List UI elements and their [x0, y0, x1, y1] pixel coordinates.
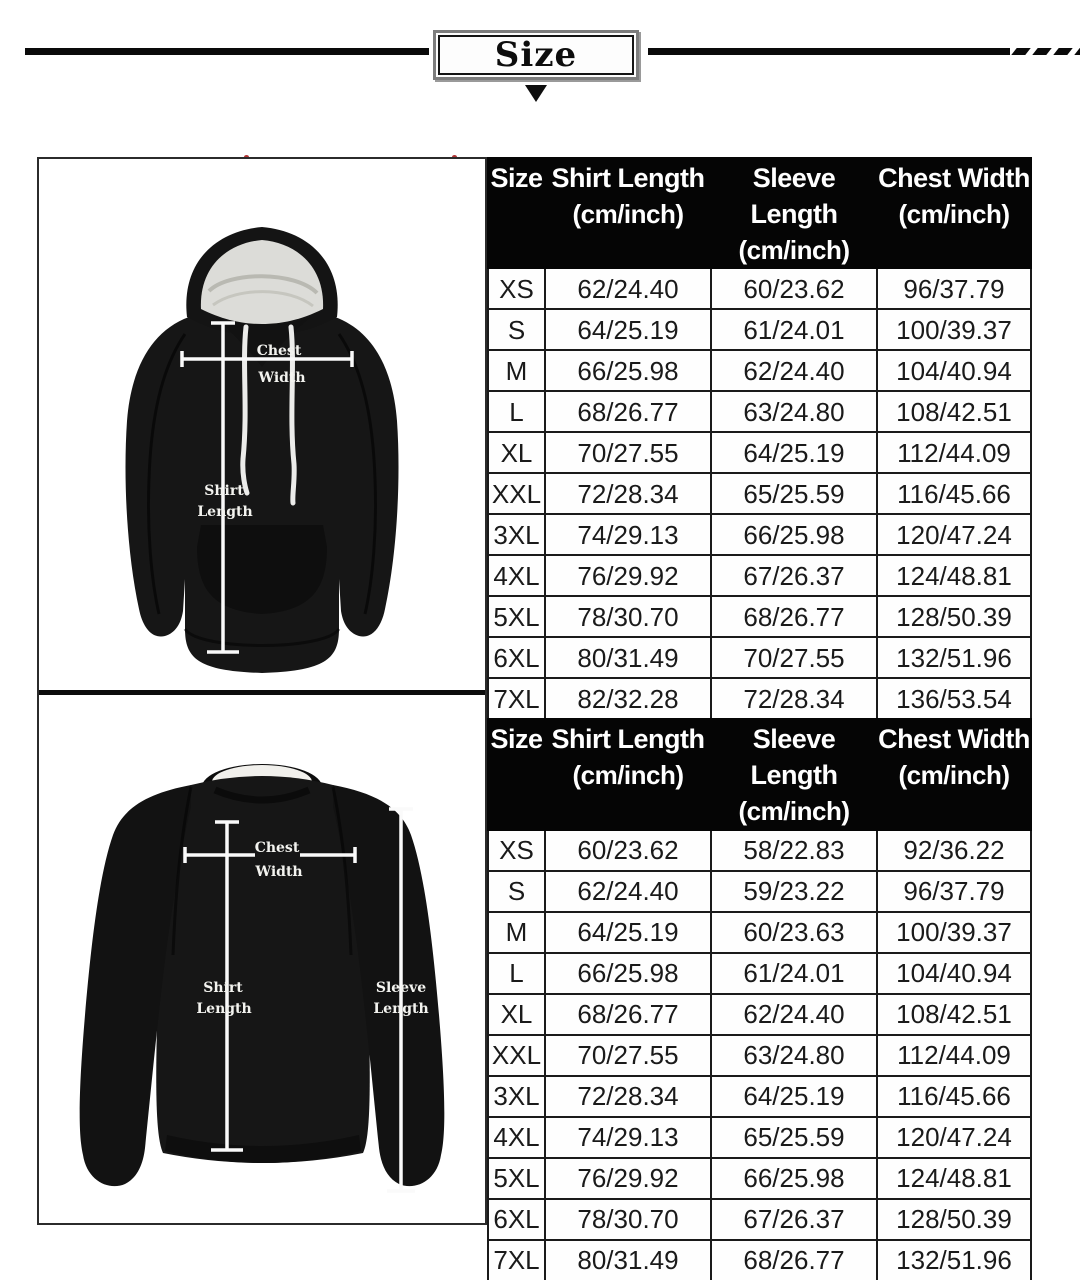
value-cell: 78/30.70	[545, 1199, 711, 1240]
value-cell: 112/44.09	[877, 432, 1031, 473]
hoodie-measurement-diagram	[39, 159, 485, 690]
value-cell: 66/25.98	[711, 1158, 877, 1199]
size-cell: XL	[488, 432, 545, 473]
value-cell: 61/24.01	[711, 953, 877, 994]
size-cell: XXL	[488, 1035, 545, 1076]
value-cell: 92/36.22	[877, 830, 1031, 871]
size-title-box	[433, 30, 639, 80]
value-cell: 128/50.39	[877, 1199, 1031, 1240]
table-row	[488, 350, 1031, 391]
value-cell: 132/51.96	[877, 637, 1031, 678]
shirt-length-label: Shirt	[203, 980, 243, 996]
page-title: Size	[494, 35, 578, 75]
chest-width-label: Width	[258, 370, 306, 386]
table-row	[488, 1240, 1031, 1280]
table-row	[488, 1117, 1031, 1158]
value-cell: 64/25.19	[711, 1076, 877, 1117]
header-rule-right	[648, 48, 1010, 55]
value-cell: 82/32.28	[545, 678, 711, 718]
value-cell: 74/29.13	[545, 1117, 711, 1158]
size-cell: M	[488, 912, 545, 953]
col-title: Shirt Length	[551, 724, 705, 755]
sweatshirt-torso	[156, 776, 370, 1163]
value-cell: 120/47.24	[877, 514, 1031, 555]
value-cell: 63/24.80	[711, 1035, 877, 1076]
value-cell: 80/31.49	[545, 1240, 711, 1280]
chest-width-label: Chest	[256, 343, 302, 359]
size-cell: L	[488, 391, 545, 432]
table-row	[488, 912, 1031, 953]
table-row	[488, 1035, 1031, 1076]
sleeve-length-label: Length	[373, 1001, 429, 1017]
value-cell: 70/27.55	[545, 432, 711, 473]
size-cell: 5XL	[488, 596, 545, 637]
value-cell: 60/23.63	[711, 912, 877, 953]
table-row	[488, 268, 1031, 309]
value-cell: 59/23.22	[711, 871, 877, 912]
value-cell: 58/22.83	[711, 830, 877, 871]
col-header-shirt-length	[545, 158, 711, 268]
value-cell: 70/27.55	[545, 1035, 711, 1076]
size-cell: L	[488, 953, 545, 994]
value-cell: 136/53.54	[877, 678, 1031, 718]
value-cell: 100/39.37	[877, 912, 1031, 953]
size-cell: XS	[488, 830, 545, 871]
size-cell: 6XL	[488, 1199, 545, 1240]
hoodie-diagram-section	[39, 159, 485, 690]
header-rule-left	[25, 48, 429, 55]
col-title: Shirt Length	[551, 163, 705, 193]
size-cell: S	[488, 871, 545, 912]
table-header-row	[488, 719, 1031, 829]
table-row	[488, 994, 1031, 1035]
col-unit: (cm/inch)	[572, 198, 684, 229]
sweatshirt-diagram-section	[39, 695, 485, 1223]
size-cell: M	[488, 350, 545, 391]
value-cell: 67/26.37	[711, 1199, 877, 1240]
value-cell: 76/29.92	[545, 1158, 711, 1199]
col-header-chest-width	[877, 158, 1031, 268]
col-unit: (cm/inch)	[898, 198, 1010, 229]
col-unit: (cm/inch)	[738, 234, 850, 265]
col-header-chest-width	[877, 719, 1031, 829]
col-title: Chest Width	[878, 724, 1030, 755]
shirt-length-label: Length	[196, 1001, 252, 1017]
value-cell: 66/25.98	[711, 514, 877, 555]
col-header-size: Size	[488, 158, 545, 268]
value-cell: 60/23.62	[545, 830, 711, 871]
value-cell: 72/28.34	[711, 678, 877, 718]
size-cell: 3XL	[488, 514, 545, 555]
value-cell: 72/28.34	[545, 1076, 711, 1117]
value-cell: 108/42.51	[877, 994, 1031, 1035]
col-title: Chest Width	[878, 163, 1030, 193]
value-cell: 128/50.39	[877, 596, 1031, 637]
value-cell: 112/44.09	[877, 1035, 1031, 1076]
value-cell: 64/25.19	[545, 309, 711, 350]
table-row	[488, 1076, 1031, 1117]
value-cell: 116/45.66	[877, 473, 1031, 514]
col-header-size: Size	[488, 719, 545, 829]
table-row	[488, 1199, 1031, 1240]
col-header-shirt-length	[545, 719, 711, 829]
table-header-row	[488, 158, 1031, 268]
value-cell: 96/37.79	[877, 871, 1031, 912]
sweatshirt-size-table	[487, 718, 1032, 1279]
rule-dash	[1011, 48, 1030, 55]
size-cell: 4XL	[488, 1117, 545, 1158]
value-cell: 116/45.66	[877, 1076, 1031, 1117]
rule-dash	[1053, 48, 1072, 55]
value-cell: 64/25.19	[545, 912, 711, 953]
value-cell: 78/30.70	[545, 596, 711, 637]
value-cell: 74/29.13	[545, 514, 711, 555]
size-cell: 6XL	[488, 637, 545, 678]
chest-width-label: Width	[255, 864, 303, 880]
value-cell: 120/47.24	[877, 1117, 1031, 1158]
table-row	[488, 830, 1031, 871]
value-cell: 104/40.94	[877, 350, 1031, 391]
value-cell: 80/31.49	[545, 637, 711, 678]
col-unit: (cm/inch)	[572, 760, 684, 791]
size-cell: 7XL	[488, 1240, 545, 1280]
shirt-length-label: Shirt	[204, 483, 244, 499]
table-row	[488, 432, 1031, 473]
value-cell: 76/29.92	[545, 555, 711, 596]
value-cell: 108/42.51	[877, 391, 1031, 432]
size-cell: S	[488, 309, 545, 350]
col-unit: (cm/inch)	[898, 760, 1010, 791]
value-cell: 124/48.81	[877, 1158, 1031, 1199]
col-header-sleeve-length	[711, 158, 877, 268]
value-cell: 65/25.59	[711, 473, 877, 514]
value-cell: 63/24.80	[711, 391, 877, 432]
table-row	[488, 678, 1031, 718]
value-cell: 62/24.40	[545, 268, 711, 309]
value-cell: 132/51.96	[877, 1240, 1031, 1280]
col-unit: (cm/inch)	[738, 796, 850, 827]
table-row	[488, 953, 1031, 994]
value-cell: 100/39.37	[877, 309, 1031, 350]
value-cell: 66/25.98	[545, 350, 711, 391]
size-cell: XL	[488, 994, 545, 1035]
down-arrow-icon	[525, 85, 547, 102]
value-cell: 64/25.19	[711, 432, 877, 473]
table-row	[488, 473, 1031, 514]
rule-dash	[1074, 48, 1080, 55]
sleeve-length-label: Sleeve	[375, 980, 427, 996]
value-cell: 65/25.59	[711, 1117, 877, 1158]
col-title: Sleeve Length	[750, 163, 838, 229]
sweatshirt-measurement-diagram	[39, 695, 485, 1223]
shirt-length-label: Length	[197, 504, 253, 520]
value-cell: 68/26.77	[545, 994, 711, 1035]
garment-diagram-panel	[37, 157, 487, 1225]
value-cell: 62/24.40	[711, 350, 877, 391]
hoodie-size-table	[487, 157, 1032, 718]
value-cell: 60/23.62	[711, 268, 877, 309]
value-cell: 72/28.34	[545, 473, 711, 514]
value-cell: 96/37.79	[877, 268, 1031, 309]
value-cell: 68/26.77	[545, 391, 711, 432]
table-row	[488, 391, 1031, 432]
size-tables	[487, 157, 1030, 1280]
size-cell: XS	[488, 268, 545, 309]
size-cell: 3XL	[488, 1076, 545, 1117]
table-row	[488, 1158, 1031, 1199]
value-cell: 66/25.98	[545, 953, 711, 994]
value-cell: 68/26.77	[711, 596, 877, 637]
value-cell: 62/24.40	[545, 871, 711, 912]
chest-width-label: Chest	[254, 840, 300, 856]
table-row	[488, 637, 1031, 678]
col-title: Sleeve Length	[750, 724, 838, 791]
table-row	[488, 871, 1031, 912]
rule-dash	[1032, 48, 1051, 55]
size-title-box-inner	[438, 35, 634, 75]
table-row	[488, 555, 1031, 596]
size-cell: 7XL	[488, 678, 545, 718]
value-cell: 104/40.94	[877, 953, 1031, 994]
value-cell: 68/26.77	[711, 1240, 877, 1280]
size-cell: XXL	[488, 473, 545, 514]
table-row	[488, 596, 1031, 637]
value-cell: 70/27.55	[711, 637, 877, 678]
col-header-sleeve-length	[711, 719, 877, 829]
table-row	[488, 309, 1031, 350]
value-cell: 124/48.81	[877, 555, 1031, 596]
value-cell: 61/24.01	[711, 309, 877, 350]
table-row	[488, 514, 1031, 555]
size-cell: 5XL	[488, 1158, 545, 1199]
value-cell: 62/24.40	[711, 994, 877, 1035]
value-cell: 67/26.37	[711, 555, 877, 596]
size-cell: 4XL	[488, 555, 545, 596]
